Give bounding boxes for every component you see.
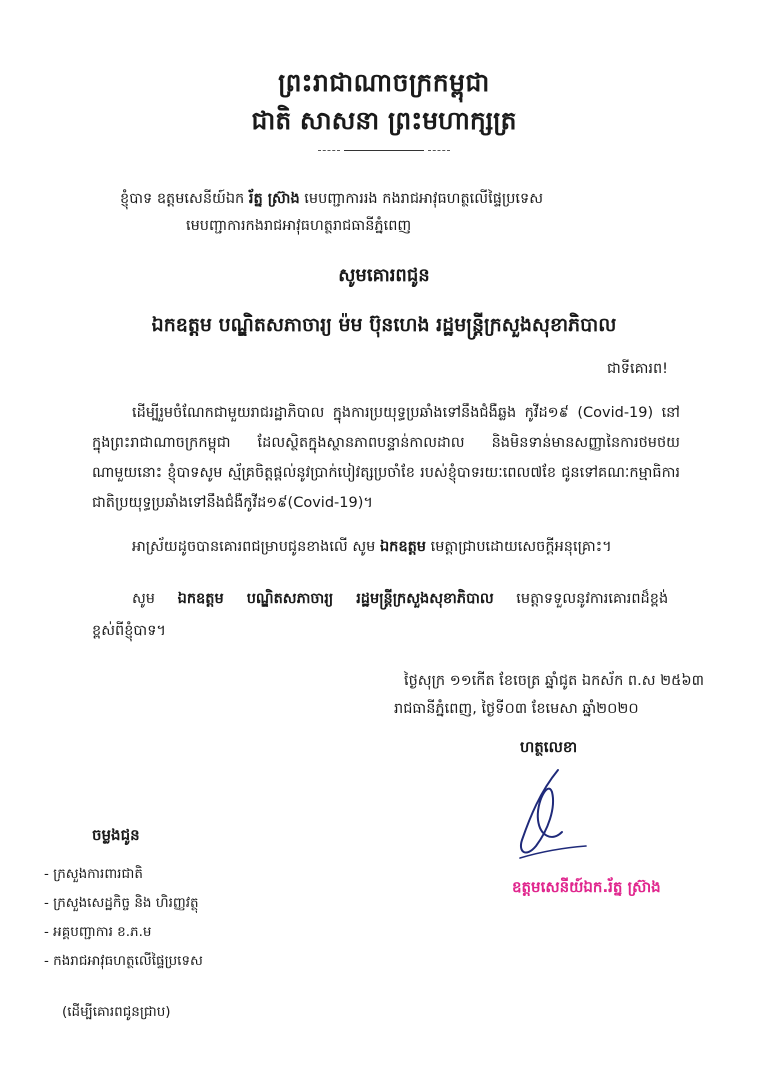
p2-suffix: មេត្តាជ្រាបដោយសេចក្តីអនុគ្រោះ។ [430,539,612,555]
salutation: ជាទីគោរព! [606,361,668,377]
sender-line-1 [120,186,680,213]
body-paragraph-1: ដើម្បីរួមចំណែកជាមួយរាជរដ្ឋាភិបាល ក្នុងការប្រយុទ្ធប្រឆាំងទៅនឹងជំងឺឆ្លង កូវីដ១៩ (Covid-19) នៅក្នុងព្រះរាជាណាចក្រកម្ពុជា ដែលស្ថិតក្នុងស្ថានភាពបន្ទាន់កាលដាល និងមិនទាន់មានសញ្ញានៃការថមថយណាមួយនោះ ខ្ញុំបាទសូម ស្ម័គ្រចិត្តផ្តល់នូវប្រាក់បៀវត្សប្រចាំខែ របស់ខ្ញុំបាទរយៈពេល៧ខែ ជូនទៅគណៈកម្មាធិការជាតិប្រយុទ្ធប្រឆាំងទៅនឹងជំងឺកូវីដ១៩(Covid-19)។ [92,405,680,511]
body-paragraph-3 [92,583,682,647]
p3-prefix: សូម [132,591,156,607]
sender-prefix: ខ្ញុំបាទ ឧត្តមសេនីយ៍ឯក [120,191,245,207]
cc-title: ចម្លងជូន [92,826,140,844]
cc-item: - កងរាជអាវុធហត្ថលើផ្ទៃប្រទេស [44,947,203,976]
sender-name: រ័ត្ន ស្រ៊ាង [248,191,300,207]
handwritten-signature [500,762,600,872]
kingdom-header: ព្រះរាជាណាចក្រកម្ពុជា [278,68,490,97]
addressee: ឯកឧត្តម បណ្ឌិតសភាចារ្យ ម៉ម ប៊ុនហេង រដ្ឋមន្ត្រីក្រសួងសុខាភិបាល [151,314,617,336]
header-divider [344,150,424,151]
cc-item: - ក្រសួងការពារជាតិ [44,860,203,889]
p2-bold: ឯកឧត្តម [379,539,426,555]
date-lunar: ថ្ងៃសុក្រ ១១កើត ខែចេត្រ ឆ្នាំជូត ឯកស័ក ព.ស ២៥៦៣ [404,673,705,689]
sender-title: មេបញ្ជាការរង កងរាជអាវុធហត្ថលើផ្ទៃប្រទេស [304,191,544,207]
date-solar: រាជធានីភ្នំពេញ, ថ្ងៃទី០៣ ខែមេសា ឆ្នាំ២០២០ [394,701,639,717]
respect-heading: សូមគោរពជូន [338,265,430,286]
cc-item: - អគ្គបញ្ជាការ ខ.ភ.ម [44,918,203,947]
body-paragraph-2 [132,538,692,559]
p2-prefix: អាស្រ័យដូចបានគោរពជម្រាបជូនខាងលើ សូម [132,539,376,555]
cc-note: (ដើម្បីគោរពជូនជ្រាប) [62,1004,171,1020]
cc-list [44,860,203,976]
signer-name: ឧត្តមសេនីយ៍ឯក.រ័ត្ន ស្រ៊ាង [512,878,661,896]
p3-suffix: មេត្តាទទួលនូវការគោរពដ៏ខ្ពង់ខ្ពស់ពីខ្ញុំបាទ។ [92,591,669,639]
p3-bold: ឯកឧត្តម បណ្ឌិតសភាចារ្យ រដ្ឋមន្ត្រីក្រសួងសុខាភិបាល [177,591,494,607]
motto-header: ជាតិ សាសនា ព្រះមហាក្សត្រ [251,106,517,135]
cc-item: - ក្រសួងសេដ្ឋកិច្ច និង ហិរញ្ញវត្ថុ [44,889,203,918]
sender-block [120,186,680,240]
signature-label: ហត្ថលេខា [520,738,578,756]
sender-line-2: មេបញ្ជាការកងរាជអាវុធហត្ថរាជធានីភ្នំពេញ [186,218,412,234]
